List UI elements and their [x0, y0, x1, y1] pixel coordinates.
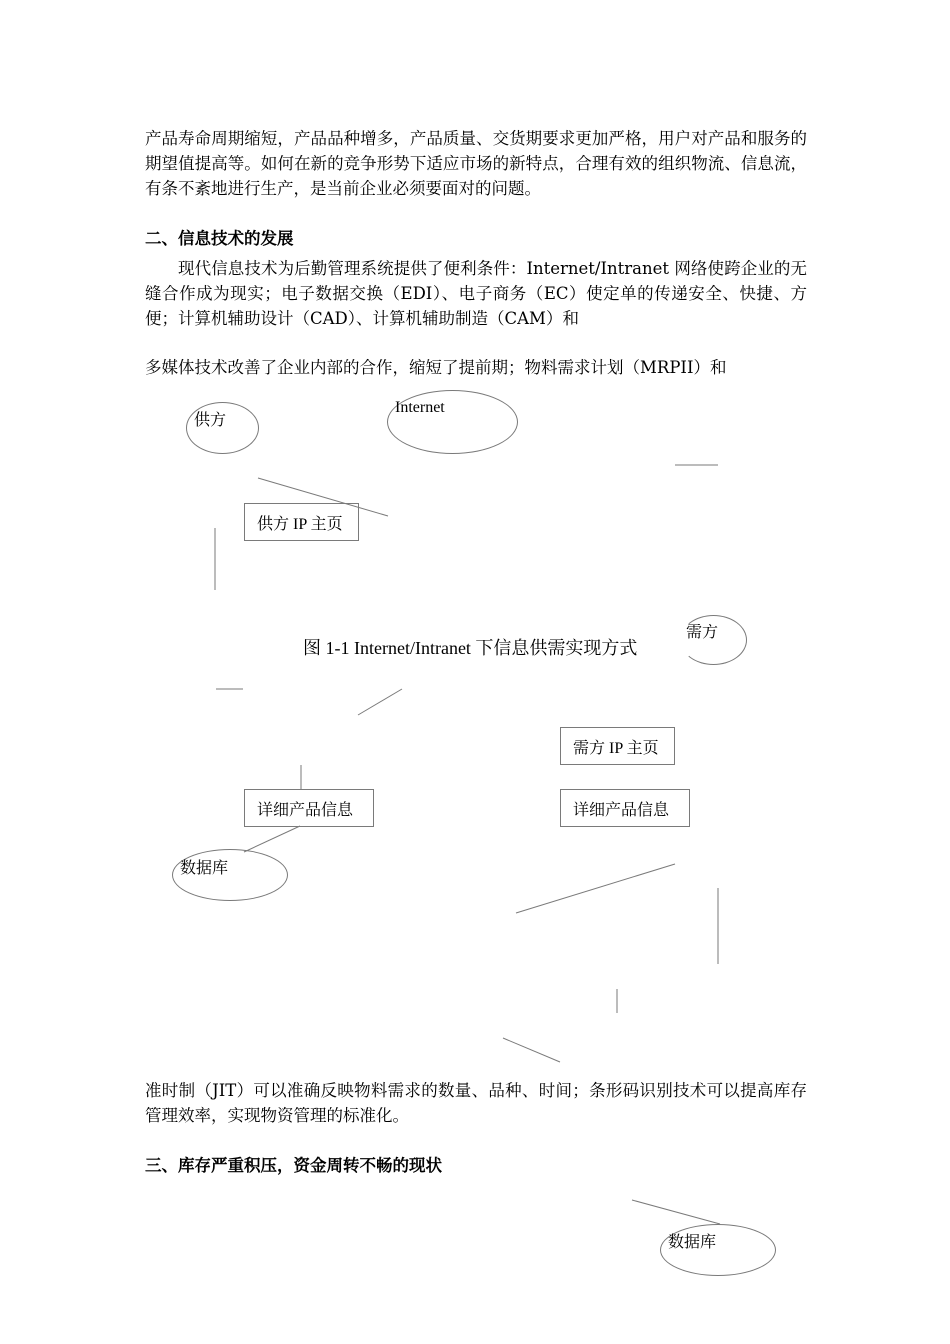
connector-line	[503, 1038, 560, 1062]
detail-product-info-right: 详细产品信息	[560, 789, 690, 827]
connector-line	[632, 1200, 720, 1224]
internet-label: Internet	[395, 399, 445, 416]
connector-line	[244, 826, 300, 852]
intro-paragraph: 产品寿命周期缩短，产品品种增多，产品质量、交货期要求更加严格，用户对产品和服务的期望值提高等。如何在新的竞争形势下适应市场的新特点，合理有效的组织物流、信息流，有条不紊地进行生产，是当前企业必须要面对的问题。	[145, 129, 807, 198]
detail-product-info-left: 详细产品信息	[244, 789, 374, 827]
supplier-homepage-box: 供方 IP 主页	[244, 503, 359, 541]
supplier-label: 供方	[194, 412, 227, 429]
database-left-label: 数据库	[180, 860, 229, 877]
figure-caption: 图 1-1 Internet/Intranet 下信息供需实现方式	[303, 638, 638, 658]
connector-line	[358, 689, 402, 715]
section-heading-3: 三、库存严重积压，资金周转不畅的现状	[145, 1156, 442, 1175]
demander-homepage-box: 需方 IP 主页	[560, 727, 675, 765]
database-right-label: 数据库	[668, 1234, 717, 1251]
jit-paragraph: 准时制（JIT）可以准确反映物料需求的数量、品种、时间；条形码识别技术可以提高库存管理效率，实现物资管理的标准化。	[145, 1081, 807, 1125]
connector-line	[516, 864, 675, 913]
demander-label: 需方	[686, 624, 718, 641]
it-paragraph: 现代信息技术为后勤管理系统提供了便利条件：Internet/Intranet 网络使跨企业的无缝合作成为现实；电子数据交换（EDI）、电子商务（EC）使定单的传递安全、快捷、方便；计算机辅助设计（CAD）、计算机辅助制造（CAM）和	[145, 259, 807, 328]
section-heading-2: 二、信息技术的发展	[145, 229, 294, 248]
it-paragraph-continued: 多媒体技术改善了企业内部的合作，缩短了提前期；物料需求计划（MRPII）和	[145, 358, 727, 377]
